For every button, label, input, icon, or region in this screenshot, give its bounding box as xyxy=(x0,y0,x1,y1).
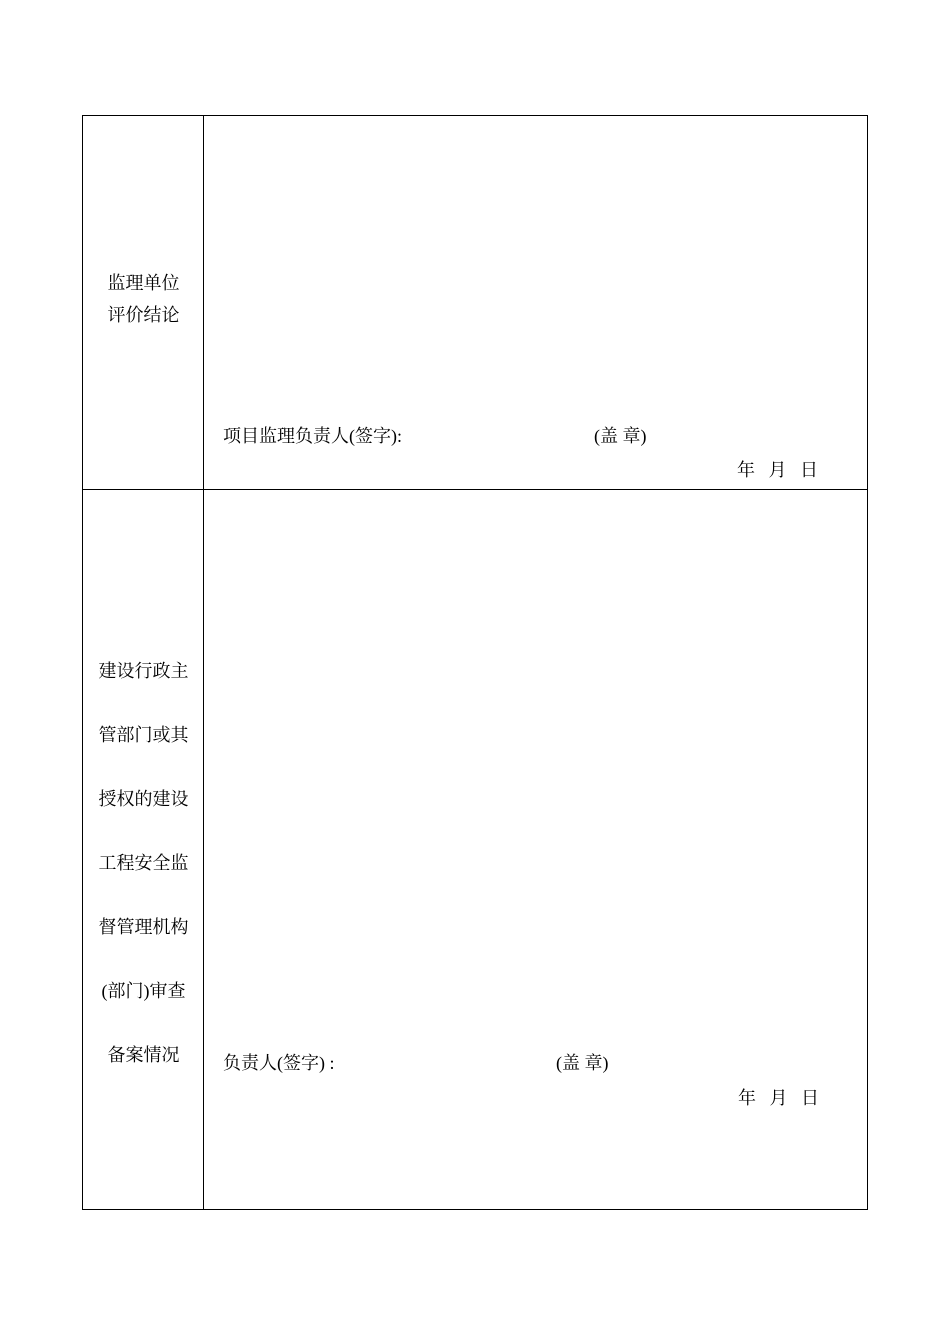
supervision-conclusion-row xyxy=(83,116,867,490)
review-form-table xyxy=(82,115,868,1210)
filing-signer-label: 负责人(签字) : xyxy=(223,1053,335,1073)
supervision-signer-label: 项目监理负责人(签字): xyxy=(223,426,402,446)
filing-label-line-1: 建设行政主 xyxy=(98,661,189,681)
filing-label-line-4: 工程安全监 xyxy=(98,853,189,873)
filing-label-line-6: (部门)审查 xyxy=(101,981,186,1001)
filing-label-line-5: 督管理机构 xyxy=(98,917,189,937)
filing-label-line-7: 备案情况 xyxy=(107,1045,180,1065)
filing-label-line-2: 管部门或其 xyxy=(98,725,189,745)
supervision-label-cell xyxy=(83,116,204,489)
supervision-date-label: 年 月 日 xyxy=(737,460,818,480)
filing-content-cell[interactable] xyxy=(204,490,867,1209)
filing-label-cell xyxy=(83,490,204,1209)
filing-label-line-3: 授权的建设 xyxy=(98,789,189,809)
supervision-content-cell[interactable] xyxy=(204,116,867,489)
filing-status-row xyxy=(83,490,867,1209)
supervision-seal-label: (盖 章) xyxy=(594,426,647,446)
supervision-label-line-1: 监理单位 xyxy=(107,273,180,293)
supervision-label-line-2: 评价结论 xyxy=(107,305,180,325)
filing-seal-label: (盖 章) xyxy=(556,1053,609,1073)
filing-date-label: 年 月 日 xyxy=(738,1088,819,1108)
